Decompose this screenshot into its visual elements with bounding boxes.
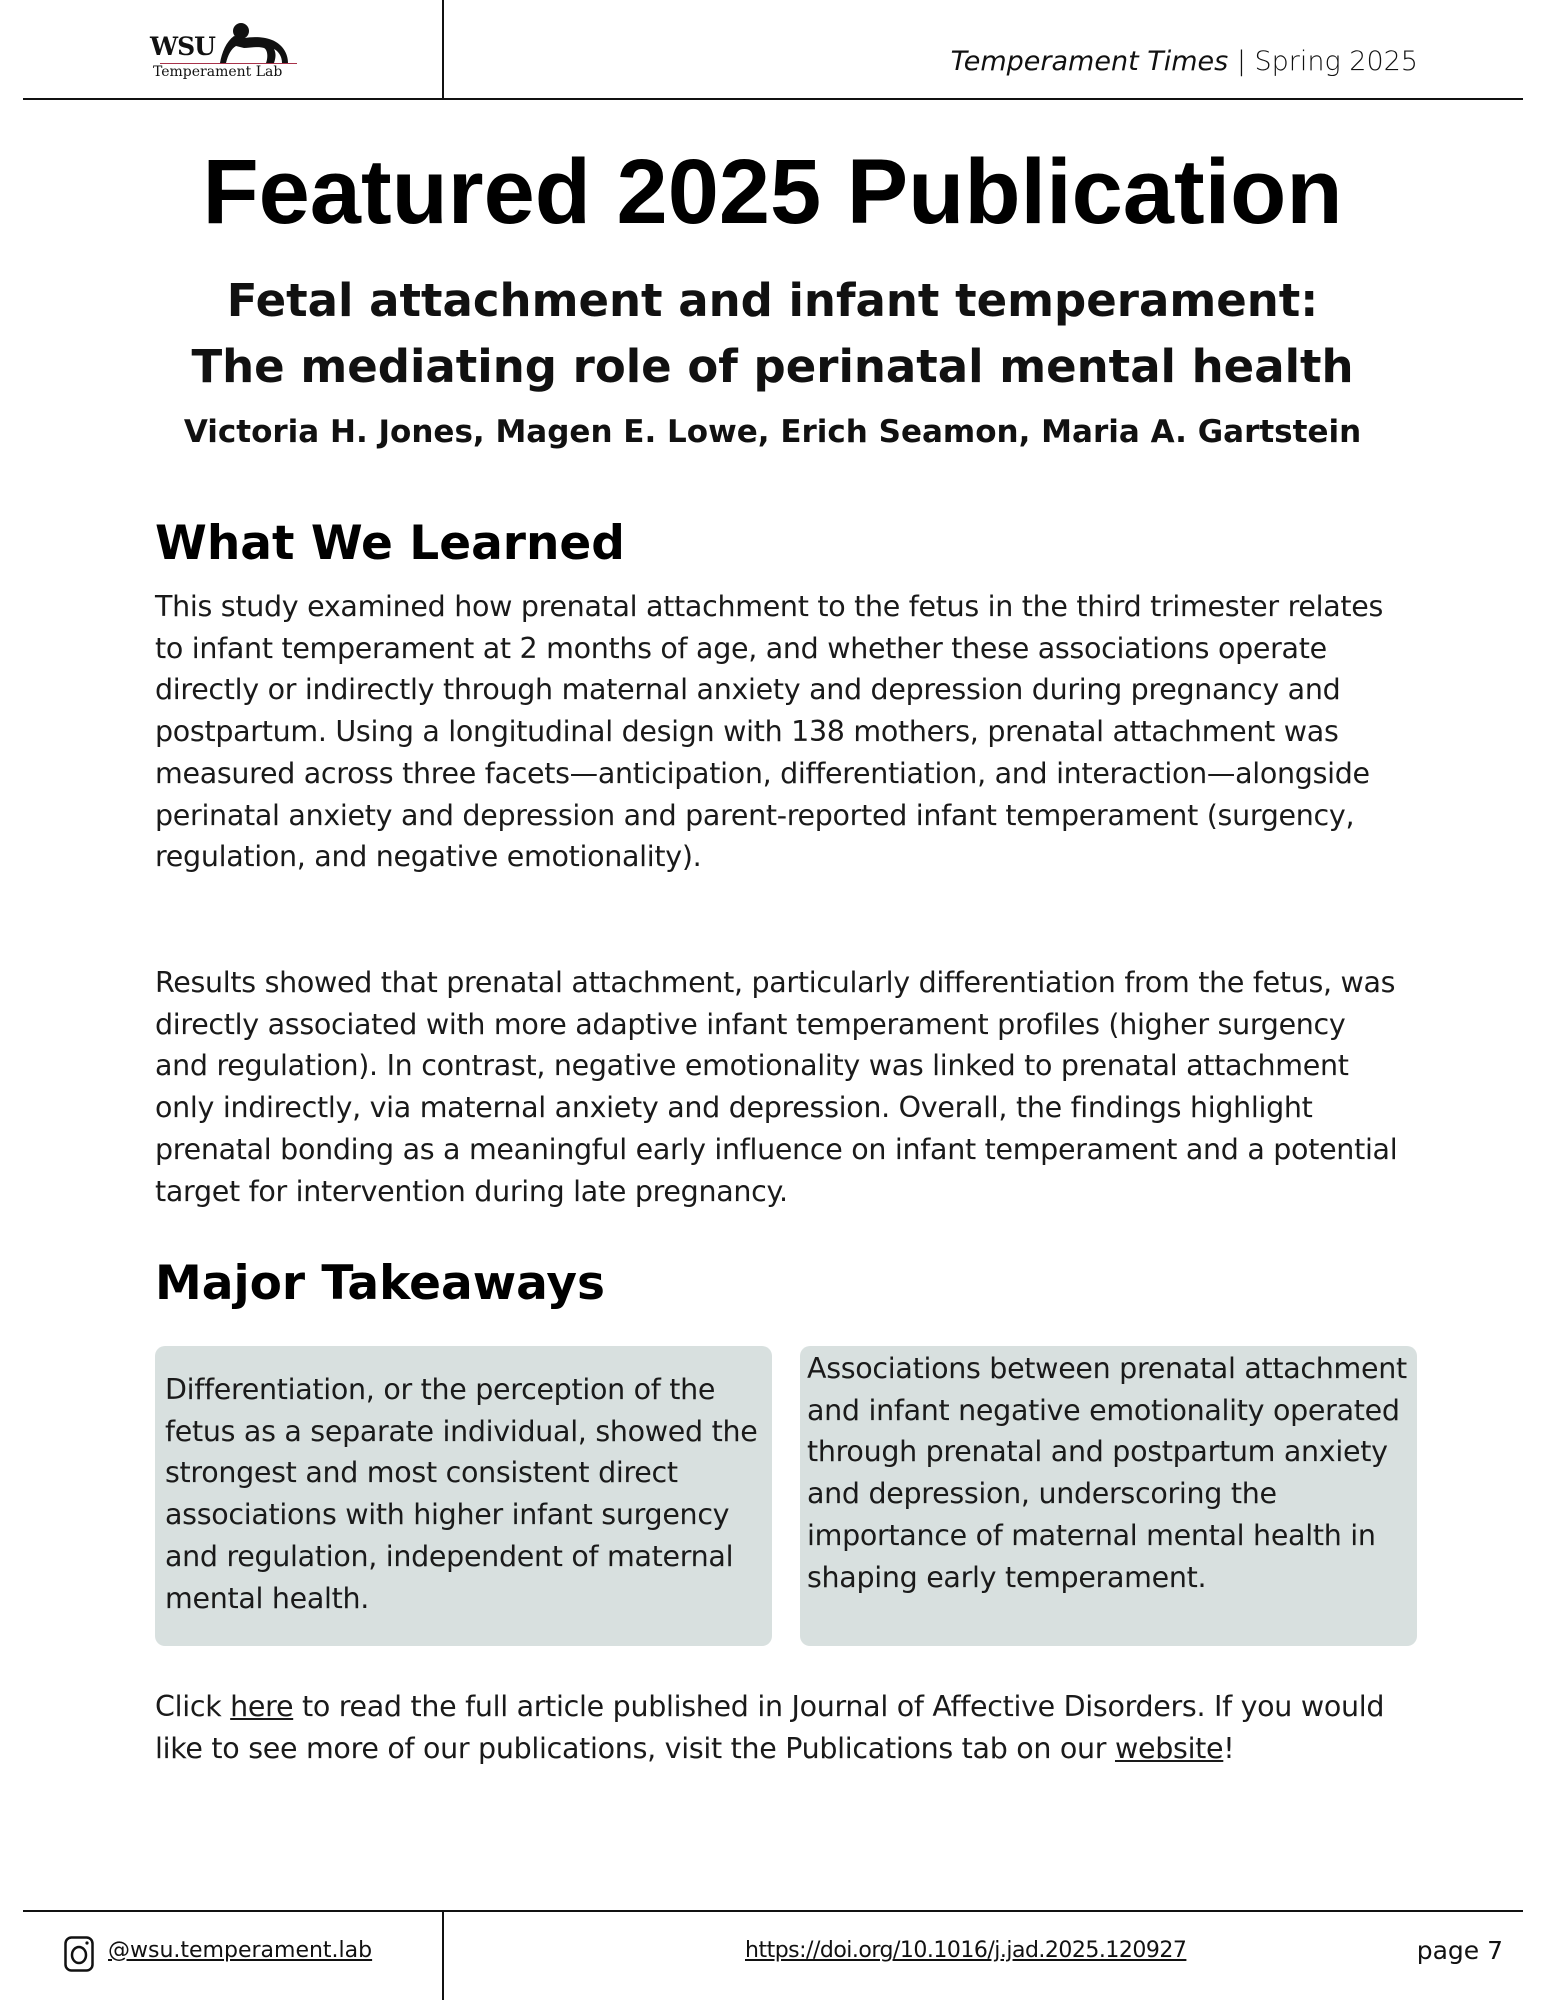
takeaway-text-1: Differentiation, or the perception of the fetus as a separate individual, showed the strongest and most consistent direct associations with higher infant surgency and regulation, independent of maternal mental health.	[165, 1373, 758, 1615]
cta-text-2: to read the full article published in Journal of Affective Disorders. If you would like to see more of our publications, visit the Publications tab on our	[155, 1690, 1385, 1765]
cta-text-end: !	[1223, 1731, 1235, 1765]
footer-divider	[23, 1910, 1523, 1912]
newsletter-issue: Spring 2025	[1254, 46, 1418, 77]
call-to-action	[155, 1686, 1405, 1769]
summary-paragraph-1: This study examined how prenatal attachment to the fetus in the third trimester relates to infant temperament at 2 months of age, and whether these associations operate directly or indirectly through maternal anxiety and depression during pregnancy and postpartum. Using a longitudinal design with 138 mothers, prenatal attachment was measured across three facets—anticipation, differentiation, and interaction—alongside perinatal anxiety and depression and parent-reported infant temperament (surgency, regulation, and negative emotionality).	[155, 590, 1384, 874]
article-title-line-2: The mediating role of perinatal mental health	[191, 340, 1354, 393]
logo-subtitle: Temperament Lab	[153, 64, 283, 80]
footer-divider-vertical	[442, 1911, 444, 2000]
summary-paragraph-2: Results showed that prenatal attachment, particularly differentiation from the fetus, was directly associated with more adaptive infant temperament profiles (higher surgency and regulation). In contrast, negative emotionality was linked to prenatal attachment only indirectly, via maternal anxiety and depression. Overall, the findings highlight prenatal bonding as a meaningful early influence on infant temperament and a potential target for intervention during late pregnancy.	[155, 966, 1398, 1208]
takeaway-card-1	[155, 1346, 772, 1646]
newsletter-masthead	[951, 46, 1418, 77]
instagram-icon[interactable]	[64, 1936, 94, 1972]
header-divider-vertical	[442, 0, 444, 99]
instagram-handle-link[interactable]: @wsu.temperament.lab	[108, 1938, 373, 1963]
newsletter-name: Temperament Times	[950, 46, 1229, 77]
article-title	[0, 268, 1545, 400]
takeaway-card-2	[800, 1346, 1417, 1646]
page-title: Featured 2025 Publication	[202, 141, 1343, 243]
cta-text-1: Click	[155, 1690, 231, 1723]
logo-wordmark: WSU	[150, 32, 215, 61]
header-divider	[23, 98, 1523, 100]
section-heading-major-takeaways: Major Takeaways	[155, 1256, 606, 1311]
section-heading-what-we-learned: What We Learned	[155, 516, 625, 571]
doi-link[interactable]: https://doi.org/10.1016/j.jad.2025.120927	[745, 1938, 1187, 1963]
website-link[interactable]: website	[1114, 1731, 1224, 1765]
full-article-link[interactable]: here	[230, 1690, 294, 1723]
masthead-separator: |	[1228, 46, 1255, 77]
crawling-baby-icon	[216, 22, 296, 64]
takeaway-text-2: Associations between prenatal attachment and infant negative emotionality operated through prenatal and postpartum anxiety and depression, underscoring the importance of maternal mental health in shaping early temperament.	[807, 1352, 1407, 1594]
lab-logo	[150, 22, 310, 82]
page-header	[0, 0, 1545, 100]
page-number: page 7	[1416, 1936, 1503, 1965]
article-title-line-1: Fetal attachment and infant temperament:	[226, 274, 1319, 327]
article-authors: Victoria H. Jones, Magen E. Lowe, Erich Seamon, Maria A. Gartstein	[183, 414, 1362, 450]
